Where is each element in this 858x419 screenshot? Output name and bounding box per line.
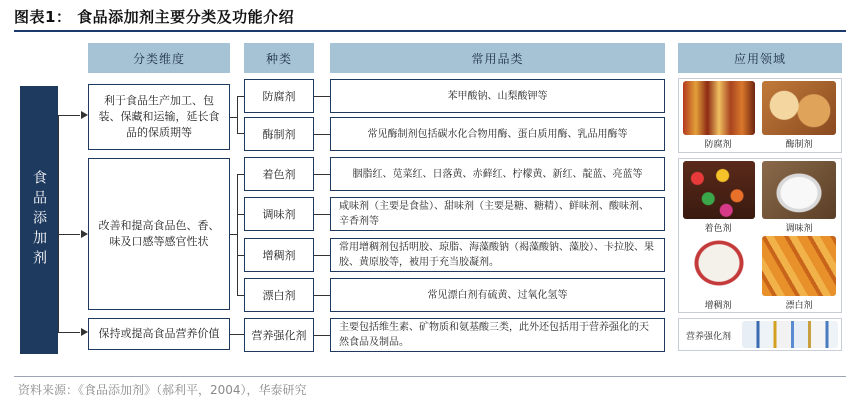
caption-colorant: 着色剂 (704, 224, 732, 234)
connector (58, 234, 80, 235)
connector (237, 133, 244, 134)
bread-photo (762, 81, 836, 135)
kind-fortifier: 营养强化剂 (244, 318, 314, 352)
arrow-icon (81, 111, 88, 119)
jars-photo (683, 81, 755, 135)
header-kind: 种类 (244, 43, 314, 73)
connector (237, 174, 244, 175)
caption-thickener: 增稠剂 (704, 301, 732, 311)
source-note: 资料来源：《食品添加剂》（郝利平，2004），华泰研究 (18, 383, 307, 397)
connector (237, 295, 244, 296)
product-thickener: 常用增稠剂包括明胶、琼脂、海藻酸钠（褐藻酸钠、藻胶）、卡拉胶、果胶、黄原胶等，被用于充当胶凝剂。 (330, 238, 665, 272)
connector (58, 115, 80, 116)
kind-preservative: 防腐剂 (244, 79, 314, 113)
caption-preservative: 防腐剂 (704, 140, 732, 150)
product-enzyme: 常见酶制剂包括碳水化合物用酶、蛋白质用酶、乳品用酶等 (330, 117, 665, 151)
connector (58, 332, 80, 333)
header-application: 应用领域 (678, 43, 842, 73)
connector (314, 134, 330, 135)
connector (237, 174, 238, 296)
header-category: 分类维度 (88, 43, 230, 73)
bottom-rule (14, 376, 846, 377)
connector (230, 117, 237, 118)
figure-title: 图表1： 食品添加剂主要分类及功能介绍 (14, 8, 295, 26)
kind-enzyme: 酶制剂 (244, 117, 314, 151)
salt-photo (762, 161, 836, 219)
connector (314, 174, 330, 175)
kind-bleach: 漂白剂 (244, 278, 314, 312)
connector (237, 255, 244, 256)
connector (237, 96, 238, 134)
connector (230, 334, 244, 335)
connector (58, 115, 59, 332)
caption-enzyme: 酶制剂 (785, 140, 813, 150)
connector (314, 295, 330, 296)
candy-photo (683, 161, 755, 219)
connector (314, 255, 330, 256)
dried-fruit-photo (762, 236, 836, 296)
title-rule (14, 30, 846, 32)
jelly-photo (683, 236, 755, 296)
caption-seasoning: 调味剂 (785, 224, 813, 234)
connector (314, 214, 330, 215)
arrow-icon (81, 230, 88, 238)
category-preservation: 利于食品生产加工、包装、保藏和运输，延长食品的保质期等 (88, 84, 230, 150)
connector (314, 335, 330, 336)
product-bleach: 常见漂白剂有硫黄、过氧化氢等 (330, 278, 665, 312)
arrow-icon (81, 328, 88, 336)
category-sensory: 改善和提高食品色、香、味及口感等感官性状 (88, 158, 230, 310)
product-seasoning: 咸味剂（主要是食盐）、甜味剂（主要是糖、糖精）、鲜味剂、酸味剂、辛香剂等 (330, 197, 665, 231)
main-label-box: 食品添加剂 (20, 86, 58, 354)
connector (314, 96, 330, 97)
connector (230, 234, 237, 235)
connector (237, 96, 244, 97)
header-products: 常用品类 (330, 43, 665, 73)
caption-bleach: 漂白剂 (785, 301, 813, 311)
product-colorant: 胭脂红、苋菜红、日落黄、赤藓红、柠檬黄、新红、靛蓝、亮蓝等 (330, 157, 665, 191)
caption-fortifier: 营养强化剂 (686, 332, 732, 342)
product-fortifier: 主要包括维生素、矿物质和氨基酸三类，此外还包括用于营养强化的天然食品及制品。 (330, 318, 665, 352)
category-nutrition: 保持或提高食品营养价值 (88, 318, 230, 350)
product-preservative: 苯甲酸钠、山梨酸钾等 (330, 79, 665, 113)
connector (237, 214, 244, 215)
kind-colorant: 着色剂 (244, 157, 314, 191)
milk-powder-photo (742, 321, 838, 348)
kind-seasoning: 调味剂 (244, 197, 314, 231)
kind-thickener: 增稠剂 (244, 238, 314, 272)
